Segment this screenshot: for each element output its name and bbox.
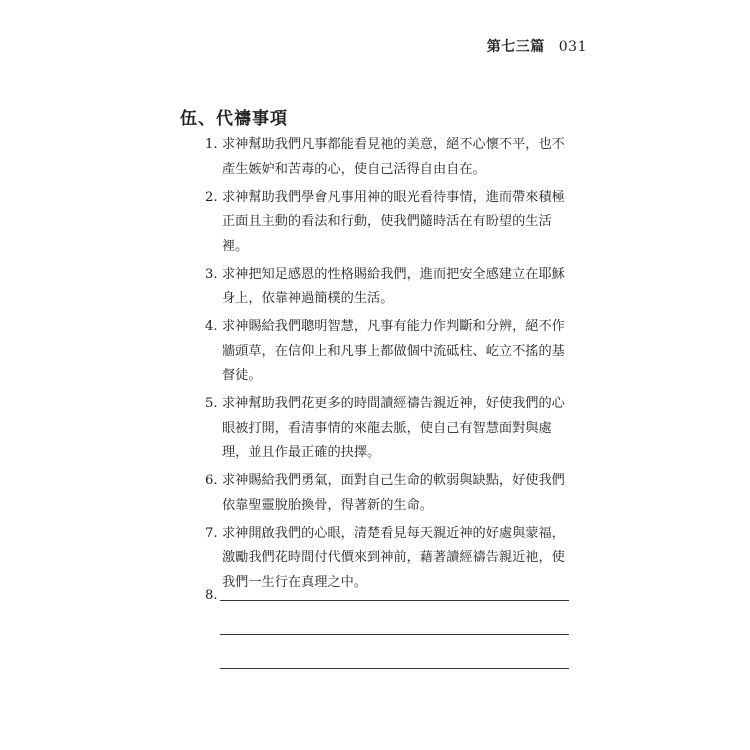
item-text (222, 469, 585, 518)
running-header (487, 36, 587, 56)
section-title: 伍、代禱事項 (180, 109, 288, 129)
item-text-line: 激勵我們花時間付代價來到神前，藉著讀經禱告親近祂，使 (222, 550, 565, 565)
list-item (205, 469, 585, 518)
list-item (205, 315, 585, 389)
item-number: 5. (205, 396, 218, 411)
item-text-line: 求神幫助我們凡事都能看見祂的美意，絕不心懷不平，也不 (222, 137, 565, 152)
item-text-line: 產生嫉妒和苦毒的心，使自己活得自由自在。 (222, 161, 486, 177)
item-number: 4. (205, 319, 218, 334)
page-number: 031 (558, 39, 587, 55)
item-text (222, 186, 585, 260)
item-number: 6. (205, 473, 218, 488)
item-text-line: 身上，依靠神過簡樸的生活。 (222, 291, 394, 306)
writing-line[interactable] (220, 668, 569, 669)
item-number: 2. (205, 189, 218, 205)
item-number: 7. (205, 525, 218, 541)
item-text-line: 牆頭草，在信仰上和凡事上都做個中流砥柱、屹立不搖的基 (222, 343, 565, 359)
item-text-line: 求神幫助我們學會凡事用神的眼光看待事情，進而帶來積極 (222, 189, 565, 205)
item-number: 1. (205, 137, 218, 152)
list-item (205, 392, 585, 466)
chapter-label: 第七三篇 (486, 39, 545, 55)
item-number: 3. (205, 266, 218, 282)
list-item (205, 186, 585, 260)
list-item (205, 263, 585, 312)
blank-item-number: 8. (205, 588, 218, 603)
item-text-line: 求神把知足感恩的性格賜給我們，進而把安全感建立在耶穌 (222, 266, 565, 282)
item-text (222, 315, 585, 389)
item-text-line: 求神賜給我們聰明智慧，凡事有能力作判斷和分辨，絕不作 (222, 319, 565, 334)
list-item (205, 522, 585, 596)
item-text-line: 眼被打開，看清事情的來龍去脈，使自己有智慧面對與處 (222, 420, 552, 436)
item-text (222, 392, 585, 466)
item-text (222, 133, 585, 182)
item-text-line: 我們一生行在真理之中。 (222, 574, 368, 590)
item-text-line: 求神賜給我們勇氣，面對自己生命的軟弱與缺點，好使我們 (222, 473, 565, 488)
item-text-line: 理，並且作最正確的抉擇。 (222, 445, 381, 460)
item-text-line: 裡。 (222, 238, 249, 254)
item-text-line: 求神開啟我們的心眼，清楚看見每天親近神的好處與蒙福， (222, 525, 565, 541)
prayer-list (205, 133, 585, 599)
item-text-line: 督徒。 (222, 368, 262, 383)
item-text-line: 求神幫助我們花更多的時間讀經禱告親近神，好使我們的心 (222, 396, 565, 411)
item-text (222, 263, 585, 312)
writing-line[interactable] (220, 634, 569, 635)
item-text-line: 依靠聖靈脫胎換骨，得著新的生命。 (222, 497, 433, 513)
item-text-line: 正面且主動的看法和行動，使我們隨時活在有盼望的生活 (222, 214, 552, 229)
item-text (222, 522, 585, 596)
writing-line[interactable] (220, 600, 569, 601)
list-item (205, 133, 585, 182)
